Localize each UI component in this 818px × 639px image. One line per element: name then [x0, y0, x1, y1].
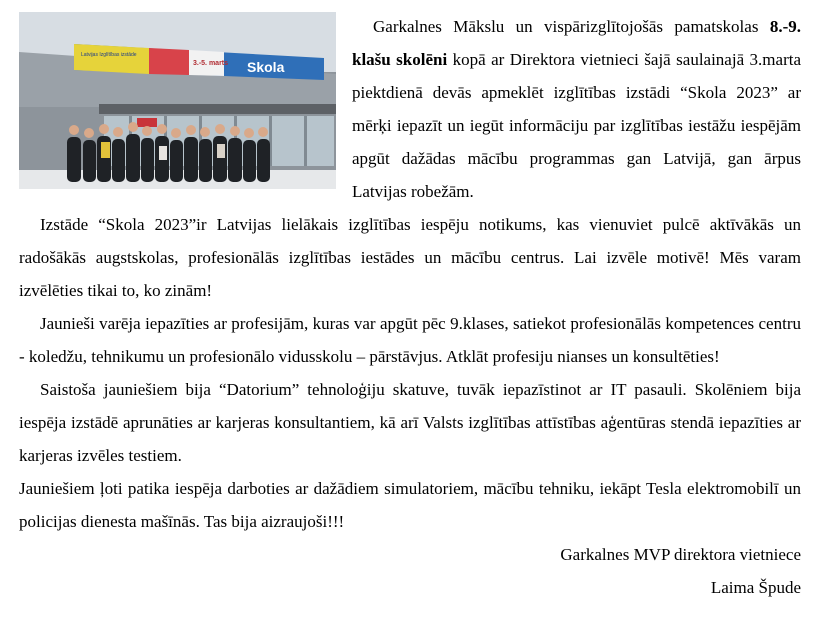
signature-name: Laima Špude: [710, 578, 801, 597]
paragraph-exhibition: Izstāde “Skola 2023”ir Latvijas lielākais izglītības iespēju notikums, kas vienuviet pulcē aktīvākās un radošākās augstskolas, profesionālās izglītības iestādes un mācību centrus. Lai izvēle motivē! Mēs varam izvēlēties tikai to, ko zinām!: [19, 215, 801, 300]
paragraph-datorium: Saistoša jauniešiem bija “Datorium” tehnoloģiju skatuve, tuvāk iepazīstinot ar IT pasauli. Skolēniem bija iespēja izstādē aprunāties ar karjeras konsultantiem, kā arī Valsts izglītības attīstības aģentūras stendā iepazīties ar karjeras izvēles testiem.: [19, 380, 801, 465]
intro-text-start: Garkalnes Mākslu un vispārizglītojošās pamatskolas: [373, 17, 770, 36]
intro-text-end: kopā ar Direktora vietnieci šajā saulainajā 3.marta piektdienā devās apmeklēt izglītības izstādi “Skola 2023” ar mērķi iepazīt un iegūt informāciju par izglītības iestāžu iespējām apgūt dažādas mācību programmas gan Latvijā, gan ārpus Latvijas robežām.: [352, 50, 801, 201]
banner-brand-text: Skola: [247, 59, 285, 75]
paragraph-professions: Jaunieši varēja iepazīties ar profesijām, kuras var apgūt pēc 9.klases, satiekot profesionālās kompetences centru - koledžu, tehnikumu un profesionālo vidusskolu – pārstāvjus. Atklāt profesiju nianses un konsultēties!: [19, 314, 801, 366]
banner-left-text: Latvijas Izglītības izstāde: [81, 52, 137, 58]
banner-date-text: 3.-5. marts: [193, 60, 229, 67]
photo-illustration: [19, 12, 336, 189]
intro-bold-grade: 8.-9. klašu skolēni: [352, 17, 801, 69]
document-page: [19, 10, 801, 604]
exhibition-group-photo: [19, 12, 336, 189]
paragraph-closing: Jauniešiem ļoti patika iespēja darboties ar dažādiem simulatoriem, mācību tehniku, iekāpt Tesla elektromobilī un policijas dienesta mašīnās. Tas bija aizraujoši!!!: [19, 479, 801, 531]
signature-role: Garkalnes MVP direktora vietniece: [560, 545, 801, 564]
